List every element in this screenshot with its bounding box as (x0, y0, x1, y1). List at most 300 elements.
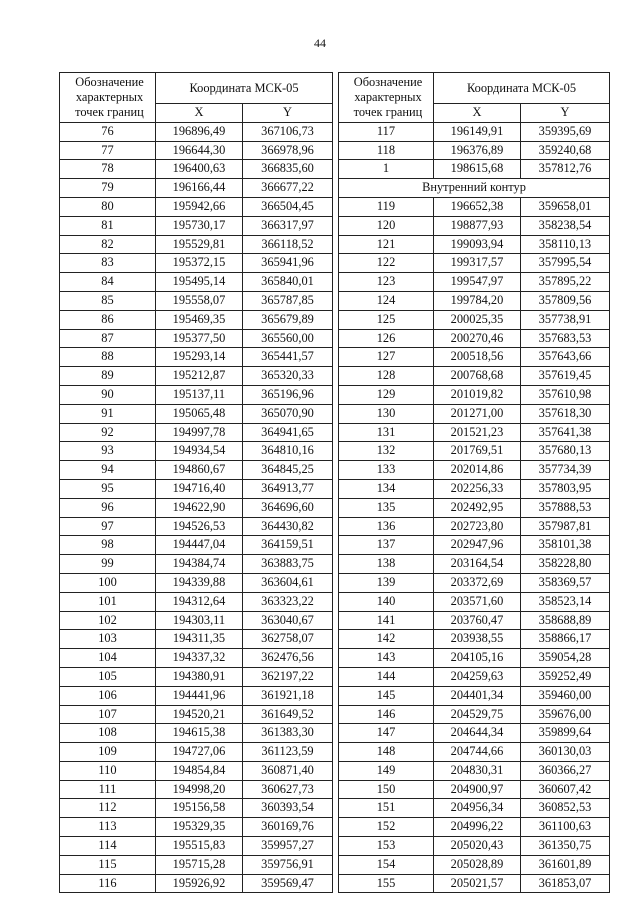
x-cell: 196376,89 (434, 141, 521, 160)
table-row (60, 630, 333, 649)
x-cell: 200025,35 (434, 310, 521, 329)
table-row (339, 461, 610, 480)
x-cell: 194716,40 (156, 479, 243, 498)
x-cell: 203372,69 (434, 573, 521, 592)
y-cell: 361100,63 (521, 818, 610, 837)
point-cell: 102 (60, 611, 156, 630)
x-cell: 195329,35 (156, 818, 243, 837)
point-cell: 103 (60, 630, 156, 649)
point-cell: 151 (339, 799, 434, 818)
x-cell: 196644,30 (156, 141, 243, 160)
point-cell: 153 (339, 837, 434, 856)
x-cell: 204259,63 (434, 667, 521, 686)
x-cell: 203571,60 (434, 592, 521, 611)
table-row (60, 818, 333, 837)
table-row (339, 724, 610, 743)
point-cell: 117 (339, 122, 434, 141)
x-cell: 194854,84 (156, 761, 243, 780)
point-cell: 101 (60, 592, 156, 611)
table-row (339, 498, 610, 517)
y-cell: 359899,64 (521, 724, 610, 743)
y-cell: 359756,91 (243, 855, 333, 874)
x-cell: 195212,87 (156, 367, 243, 386)
table-row (60, 461, 333, 480)
point-cell: 111 (60, 780, 156, 799)
table-row (60, 479, 333, 498)
x-cell: 196149,91 (434, 122, 521, 141)
x-cell: 199547,97 (434, 273, 521, 292)
x-cell: 194727,06 (156, 743, 243, 762)
point-cell: 114 (60, 837, 156, 856)
y-cell: 367106,73 (243, 122, 333, 141)
point-cell: 152 (339, 818, 434, 837)
y-cell: 364159,51 (243, 536, 333, 555)
x-cell: 196652,38 (434, 197, 521, 216)
table-row (60, 705, 333, 724)
table-row (60, 367, 333, 386)
point-cell: 149 (339, 761, 434, 780)
table-row (60, 141, 333, 160)
x-cell: 204744,66 (434, 743, 521, 762)
x-cell: 195942,66 (156, 197, 243, 216)
point-cell: 113 (60, 818, 156, 837)
table-row (339, 667, 610, 686)
y-cell: 358866,17 (521, 630, 610, 649)
table-row (339, 536, 610, 555)
point-cell: 155 (339, 874, 434, 893)
y-cell: 363040,67 (243, 611, 333, 630)
page-number: 44 (314, 36, 326, 50)
table-row (60, 837, 333, 856)
y-cell: 365679,89 (243, 310, 333, 329)
y-cell: 365840,01 (243, 273, 333, 292)
x-cell: 194998,20 (156, 780, 243, 799)
point-cell: 82 (60, 235, 156, 254)
point-cell: 76 (60, 122, 156, 141)
y-cell: 365320,33 (243, 367, 333, 386)
table-row (339, 799, 610, 818)
x-cell: 204529,75 (434, 705, 521, 724)
y-cell: 359252,49 (521, 667, 610, 686)
point-cell: 148 (339, 743, 434, 762)
point-cell: 92 (60, 423, 156, 442)
point-cell: 130 (339, 404, 434, 423)
x-cell: 205021,57 (434, 874, 521, 893)
point-cell: 91 (60, 404, 156, 423)
x-cell: 205028,89 (434, 855, 521, 874)
y-cell: 357618,30 (521, 404, 610, 423)
table-row (60, 573, 333, 592)
y-cell: 359054,28 (521, 649, 610, 668)
x-cell: 201521,23 (434, 423, 521, 442)
y-cell: 366978,96 (243, 141, 333, 160)
point-cell: 154 (339, 855, 434, 874)
table-row (60, 160, 333, 179)
x-cell: 204644,34 (434, 724, 521, 743)
table-row (339, 517, 610, 536)
table-row (339, 780, 610, 799)
point-cell: 109 (60, 743, 156, 762)
header-y: Y (243, 104, 333, 123)
point-cell: 90 (60, 385, 156, 404)
x-cell: 200270,46 (434, 329, 521, 348)
header-x: X (156, 104, 243, 123)
y-cell: 364810,16 (243, 442, 333, 461)
table-row (60, 179, 333, 198)
point-cell: 98 (60, 536, 156, 555)
x-cell: 196166,44 (156, 179, 243, 198)
coordinates-table-left (59, 72, 333, 893)
y-cell: 366504,45 (243, 197, 333, 216)
x-cell: 194615,38 (156, 724, 243, 743)
point-cell: 118 (339, 141, 434, 160)
point-cell: 86 (60, 310, 156, 329)
point-cell: 79 (60, 179, 156, 198)
section-row (339, 179, 610, 198)
y-cell: 358101,38 (521, 536, 610, 555)
point-cell: 139 (339, 573, 434, 592)
point-cell: 89 (60, 367, 156, 386)
y-cell: 357812,76 (521, 160, 610, 179)
point-cell: 77 (60, 141, 156, 160)
y-cell: 363604,61 (243, 573, 333, 592)
point-cell: 1 (339, 160, 434, 179)
table-row (339, 423, 610, 442)
coordinates-table-right (338, 72, 610, 893)
x-cell: 195715,28 (156, 855, 243, 874)
table-row (339, 404, 610, 423)
y-cell: 357619,45 (521, 367, 610, 386)
y-cell: 366835,60 (243, 160, 333, 179)
point-cell: 85 (60, 291, 156, 310)
table-row (60, 404, 333, 423)
x-cell: 196896,49 (156, 122, 243, 141)
y-cell: 365441,57 (243, 348, 333, 367)
x-cell: 203164,54 (434, 555, 521, 574)
point-cell: 107 (60, 705, 156, 724)
table-row (60, 649, 333, 668)
table-row (339, 367, 610, 386)
point-cell: 99 (60, 555, 156, 574)
table-row (339, 855, 610, 874)
y-cell: 357895,22 (521, 273, 610, 292)
point-cell: 127 (339, 348, 434, 367)
y-cell: 365560,00 (243, 329, 333, 348)
point-cell: 138 (339, 555, 434, 574)
header-coordinate-label: Координата МСК-05 (156, 73, 333, 104)
y-cell: 360627,73 (243, 780, 333, 799)
point-cell: 96 (60, 498, 156, 517)
y-cell: 365941,96 (243, 254, 333, 273)
point-cell: 110 (60, 761, 156, 780)
y-cell: 357987,81 (521, 517, 610, 536)
point-cell: 129 (339, 385, 434, 404)
x-cell: 195065,48 (156, 404, 243, 423)
y-cell: 360130,03 (521, 743, 610, 762)
point-cell: 81 (60, 216, 156, 235)
table-row (339, 686, 610, 705)
y-cell: 359395,69 (521, 122, 610, 141)
x-cell: 195730,17 (156, 216, 243, 235)
x-cell: 202014,86 (434, 461, 521, 480)
table-row (60, 555, 333, 574)
point-cell: 123 (339, 273, 434, 292)
y-cell: 361350,75 (521, 837, 610, 856)
table-row (60, 686, 333, 705)
table-row (339, 630, 610, 649)
table-row (339, 310, 610, 329)
y-cell: 362758,07 (243, 630, 333, 649)
y-cell: 357610,98 (521, 385, 610, 404)
y-cell: 360169,76 (243, 818, 333, 837)
x-cell: 204996,22 (434, 818, 521, 837)
y-cell: 357641,38 (521, 423, 610, 442)
x-cell: 194447,04 (156, 536, 243, 555)
table-row (60, 498, 333, 517)
point-cell: 137 (339, 536, 434, 555)
table-row (60, 423, 333, 442)
y-cell: 359676,00 (521, 705, 610, 724)
point-cell: 84 (60, 273, 156, 292)
table-row (339, 743, 610, 762)
y-cell: 359957,27 (243, 837, 333, 856)
y-cell: 357738,91 (521, 310, 610, 329)
y-cell: 360366,27 (521, 761, 610, 780)
table-row (60, 592, 333, 611)
point-cell: 136 (339, 517, 434, 536)
x-cell: 194303,11 (156, 611, 243, 630)
y-cell: 359658,01 (521, 197, 610, 216)
y-cell: 361853,07 (521, 874, 610, 893)
x-cell: 195377,50 (156, 329, 243, 348)
point-cell: 144 (339, 667, 434, 686)
table-row (339, 818, 610, 837)
point-cell: 80 (60, 197, 156, 216)
y-cell: 358238,54 (521, 216, 610, 235)
y-cell: 360607,42 (521, 780, 610, 799)
table-row (60, 855, 333, 874)
y-cell: 357643,66 (521, 348, 610, 367)
table-row (339, 254, 610, 273)
table-row (60, 254, 333, 273)
y-cell: 358369,57 (521, 573, 610, 592)
point-cell: 78 (60, 160, 156, 179)
x-cell: 199093,94 (434, 235, 521, 254)
point-cell: 126 (339, 329, 434, 348)
table-row (339, 160, 610, 179)
table-row (60, 780, 333, 799)
point-cell: 125 (339, 310, 434, 329)
table-row (60, 761, 333, 780)
x-cell: 194380,91 (156, 667, 243, 686)
x-cell: 198615,68 (434, 160, 521, 179)
x-cell: 194441,96 (156, 686, 243, 705)
y-cell: 358110,13 (521, 235, 610, 254)
point-cell: 147 (339, 724, 434, 743)
point-cell: 146 (339, 705, 434, 724)
x-cell: 201271,00 (434, 404, 521, 423)
y-cell: 361383,30 (243, 724, 333, 743)
point-cell: 105 (60, 667, 156, 686)
table-row (60, 517, 333, 536)
x-cell: 194339,88 (156, 573, 243, 592)
x-cell: 205020,43 (434, 837, 521, 856)
x-cell: 199317,57 (434, 254, 521, 273)
table-row (60, 799, 333, 818)
x-cell: 195529,81 (156, 235, 243, 254)
y-cell: 362476,56 (243, 649, 333, 668)
x-cell: 194311,35 (156, 630, 243, 649)
point-cell: 128 (339, 367, 434, 386)
y-cell: 358228,80 (521, 555, 610, 574)
table-row (60, 536, 333, 555)
table-row (339, 611, 610, 630)
y-cell: 358523,14 (521, 592, 610, 611)
point-cell: 112 (60, 799, 156, 818)
table-row (339, 555, 610, 574)
header-y: Y (521, 104, 610, 123)
y-cell: 366118,52 (243, 235, 333, 254)
y-cell: 364913,77 (243, 479, 333, 498)
x-cell: 194860,67 (156, 461, 243, 480)
table-row (60, 611, 333, 630)
point-cell: 108 (60, 724, 156, 743)
table-row (339, 442, 610, 461)
table-row (60, 273, 333, 292)
x-cell: 200768,68 (434, 367, 521, 386)
point-cell: 131 (339, 423, 434, 442)
table-row (60, 291, 333, 310)
y-cell: 364430,82 (243, 517, 333, 536)
x-cell: 199784,20 (434, 291, 521, 310)
x-cell: 198877,93 (434, 216, 521, 235)
x-cell: 202492,95 (434, 498, 521, 517)
header-coordinate-label: Координата МСК-05 (434, 73, 610, 104)
x-cell: 195372,15 (156, 254, 243, 273)
y-cell: 357888,53 (521, 498, 610, 517)
point-cell: 106 (60, 686, 156, 705)
table-body-right (339, 122, 610, 893)
table-row (339, 385, 610, 404)
point-cell: 150 (339, 780, 434, 799)
x-cell: 194997,78 (156, 423, 243, 442)
x-cell: 202723,80 (434, 517, 521, 536)
y-cell: 360871,40 (243, 761, 333, 780)
y-cell: 359569,47 (243, 874, 333, 893)
y-cell: 357683,53 (521, 329, 610, 348)
table-row (60, 724, 333, 743)
point-cell: 121 (339, 235, 434, 254)
y-cell: 366317,97 (243, 216, 333, 235)
x-cell: 195469,35 (156, 310, 243, 329)
y-cell: 360393,54 (243, 799, 333, 818)
point-cell: 115 (60, 855, 156, 874)
header-point-label: Обозначение характерных точек границ (339, 73, 434, 123)
header-point-label: Обозначение характерных точек границ (60, 73, 156, 123)
y-cell: 361921,18 (243, 686, 333, 705)
table-row (60, 122, 333, 141)
table-row (60, 442, 333, 461)
x-cell: 194312,64 (156, 592, 243, 611)
x-cell: 201019,82 (434, 385, 521, 404)
table-row (339, 348, 610, 367)
x-cell: 195495,14 (156, 273, 243, 292)
y-cell: 358688,89 (521, 611, 610, 630)
table-row (60, 216, 333, 235)
point-cell: 134 (339, 479, 434, 498)
x-cell: 194384,74 (156, 555, 243, 574)
point-cell: 142 (339, 630, 434, 649)
table-row (339, 705, 610, 724)
table-row (339, 216, 610, 235)
table-row (60, 235, 333, 254)
y-cell: 362197,22 (243, 667, 333, 686)
x-cell: 194337,32 (156, 649, 243, 668)
point-cell: 120 (339, 216, 434, 235)
x-cell: 194934,54 (156, 442, 243, 461)
point-cell: 100 (60, 573, 156, 592)
y-cell: 361123,59 (243, 743, 333, 762)
x-cell: 195515,83 (156, 837, 243, 856)
x-cell: 204105,16 (434, 649, 521, 668)
y-cell: 364845,25 (243, 461, 333, 480)
y-cell: 366677,22 (243, 179, 333, 198)
point-cell: 122 (339, 254, 434, 273)
point-cell: 145 (339, 686, 434, 705)
point-cell: 116 (60, 874, 156, 893)
y-cell: 357803,95 (521, 479, 610, 498)
table-row (60, 310, 333, 329)
x-cell: 194526,53 (156, 517, 243, 536)
section-inner-contour: Внутренний контур (339, 179, 610, 198)
table-row (60, 667, 333, 686)
point-cell: 133 (339, 461, 434, 480)
x-cell: 201769,51 (434, 442, 521, 461)
y-cell: 365787,85 (243, 291, 333, 310)
table-row (339, 837, 610, 856)
x-cell: 196400,63 (156, 160, 243, 179)
table-row (60, 743, 333, 762)
table-row (60, 197, 333, 216)
table-row (339, 874, 610, 893)
x-cell: 204401,34 (434, 686, 521, 705)
point-cell: 95 (60, 479, 156, 498)
table-row (339, 592, 610, 611)
x-cell: 202256,33 (434, 479, 521, 498)
point-cell: 97 (60, 517, 156, 536)
y-cell: 365070,90 (243, 404, 333, 423)
y-cell: 363883,75 (243, 555, 333, 574)
x-cell: 195156,58 (156, 799, 243, 818)
point-cell: 93 (60, 442, 156, 461)
table-row (60, 385, 333, 404)
y-cell: 363323,22 (243, 592, 333, 611)
table-body-left (60, 122, 333, 893)
point-cell: 135 (339, 498, 434, 517)
table-row (339, 291, 610, 310)
table-row (339, 479, 610, 498)
point-cell: 119 (339, 197, 434, 216)
x-cell: 195293,14 (156, 348, 243, 367)
point-cell: 94 (60, 461, 156, 480)
point-cell: 83 (60, 254, 156, 273)
y-cell: 357680,13 (521, 442, 610, 461)
point-cell: 124 (339, 291, 434, 310)
point-cell: 141 (339, 611, 434, 630)
table-row (339, 573, 610, 592)
y-cell: 360852,53 (521, 799, 610, 818)
y-cell: 359460,00 (521, 686, 610, 705)
